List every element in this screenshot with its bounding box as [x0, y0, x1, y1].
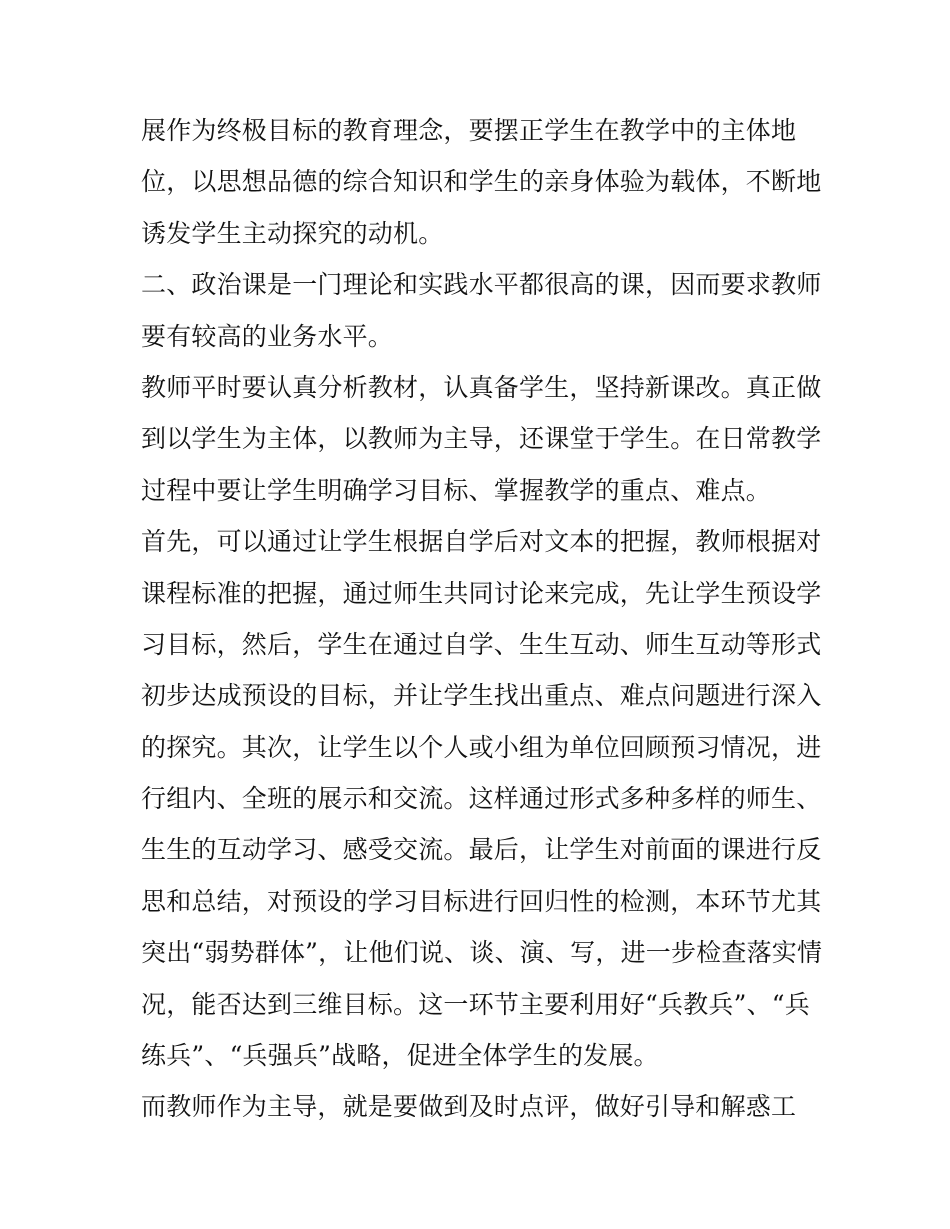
text-line: 过程中要让学生明确学习目标、掌握教学的重点、难点。: [141, 475, 772, 505]
text-line: 突出“弱势群体”，让他们说、谈、演、写，进一步检查落实情: [141, 938, 823, 968]
text-line: 行组内、全班的展示和交流。这样通过形式多种多样的师生、: [141, 784, 822, 814]
text-line: 习目标，然后，学生在通过自学、生生互动、师生互动等形式: [141, 629, 822, 659]
text-line: 课程标准的把握，通过师生共同讨论来完成，先让学生预设学: [141, 578, 822, 608]
text-line: 到以学生为主体，以教师为主导，还课堂于学生。在日常教学: [141, 424, 822, 454]
text-line: 展作为终极目标的教育理念，要摆正学生在教学中的主体地: [141, 116, 797, 145]
text-line: 生生的互动学习、感受交流。最后，让学生对前面的课进行反: [141, 835, 822, 865]
text-line: 首先，可以通过让学生根据自学后对文本的把握，教师根据对: [141, 527, 822, 557]
text-line: 初步达成预设的目标，并让学生找出重点、难点问题进行深入: [141, 681, 822, 711]
text-line: 思和总结，对预设的学习目标进行回归性的检测，本环节尤其: [141, 886, 822, 916]
text-line: 而教师作为主导，就是要做到及时点评，做好引导和解惑工: [141, 1092, 797, 1122]
section-heading: 二、政治课是一门理论和实践水平都很高的课，因而要求教师: [141, 270, 822, 300]
text-line: 教师平时要认真分析教材，认真备学生，坚持新课改。真正做: [141, 372, 822, 402]
text-line: 况，能否达到三维目标。这一环节主要利用好“兵教兵”、“兵: [141, 989, 810, 1019]
text-line: 的探究。其次，让学生以个人或小组为单位回顾预习情况，进: [141, 732, 822, 762]
text-line: 位，以思想品德的综合知识和学生的亲身体验为载体，不断地: [141, 167, 822, 197]
section-heading-continued: 要有较高的业务水平。: [141, 321, 394, 351]
text-line: 练兵”、“兵强兵”战略，促进全体学生的发展。: [141, 1041, 659, 1071]
body-text: [141, 105, 823, 1133]
text-line: 诱发学生主动探究的动机。: [141, 218, 444, 248]
